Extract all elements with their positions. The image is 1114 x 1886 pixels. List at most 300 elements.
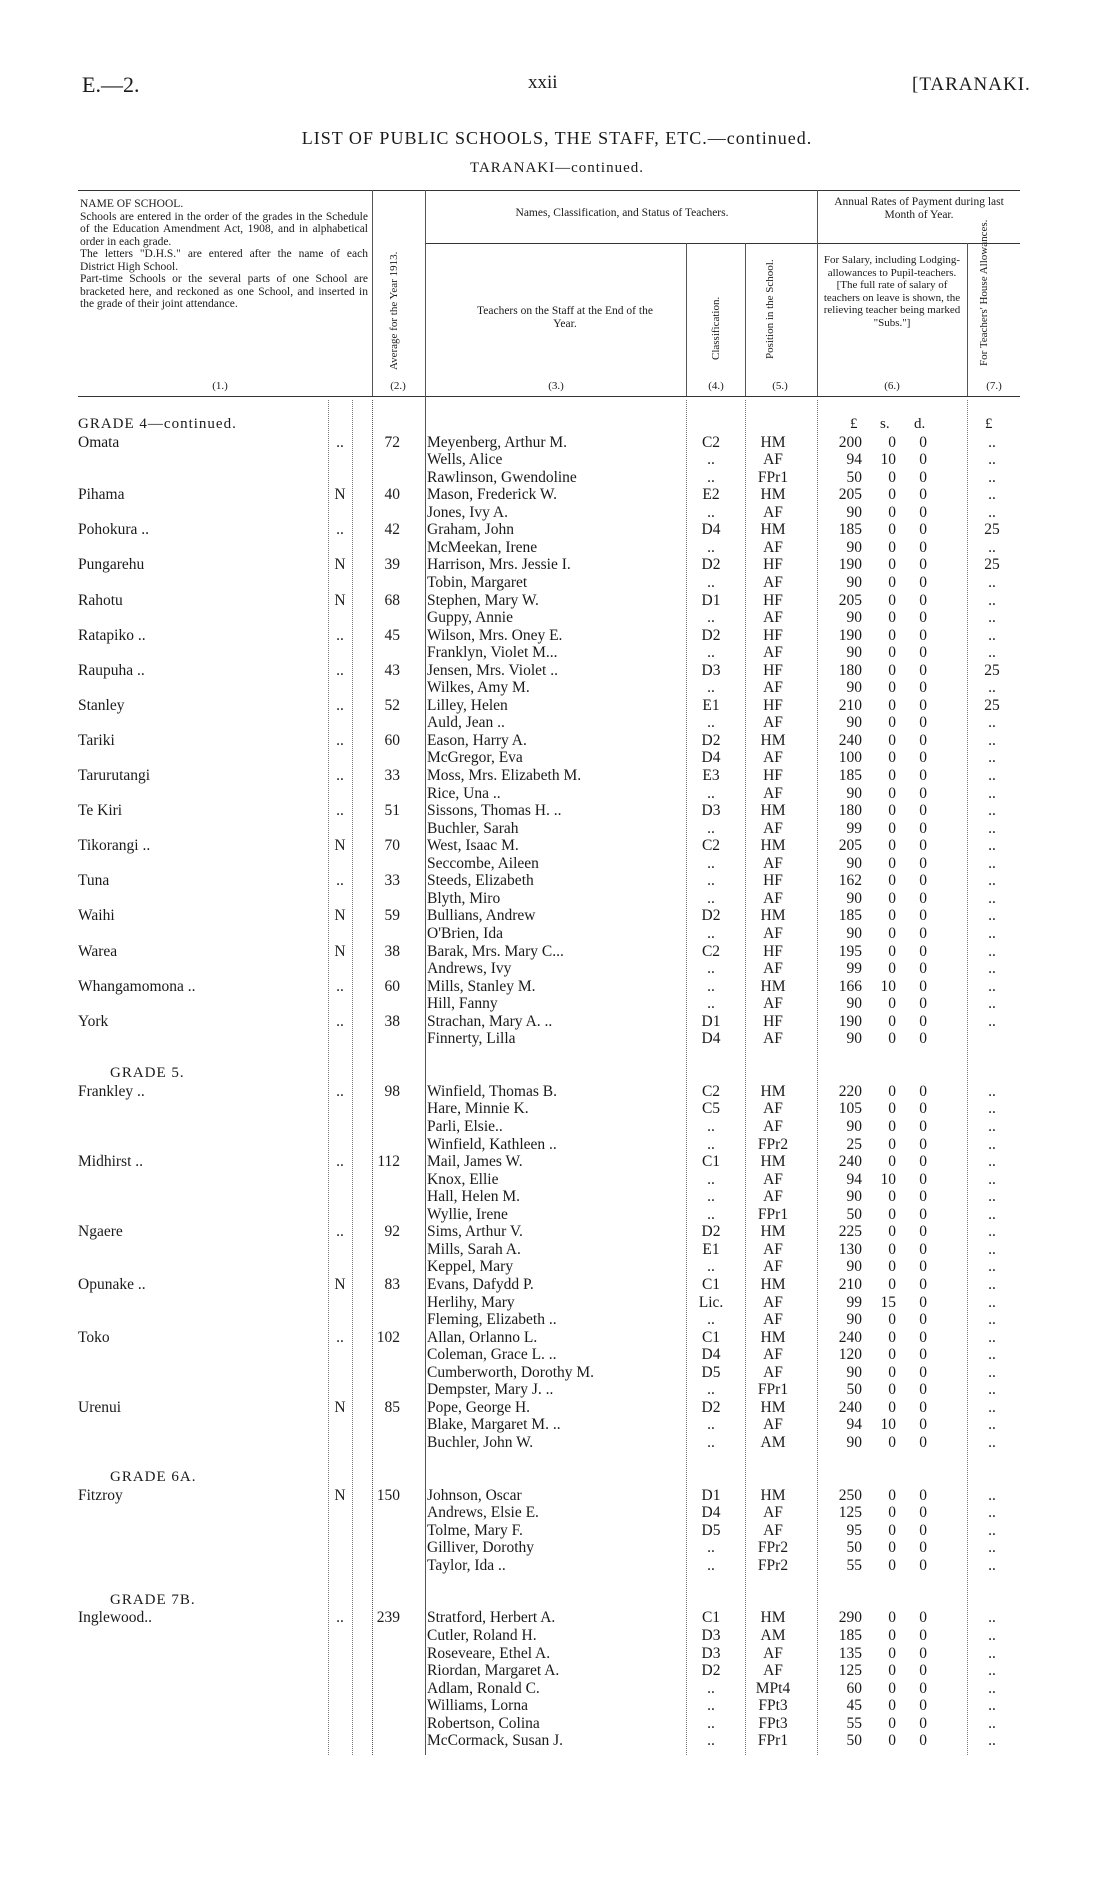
teacher-name: Wells, Alice [427,451,503,469]
position: FPr1 [757,1205,789,1223]
salary-shillings: 0 [888,1275,896,1293]
position: FPr1 [757,1381,789,1399]
col2-number: (2.) [390,380,406,392]
table-row [0,451,1114,469]
classification: C1 [701,1153,721,1171]
average-attendance: 112 [377,1153,400,1171]
position: AF [763,889,783,907]
salary-pounds: 99 [846,960,862,978]
position: AF [763,854,783,872]
position: HM [760,1223,786,1241]
salary-pounds: 205 [838,837,862,855]
salary-pounds: 100 [838,749,862,767]
classification: D3 [701,1644,721,1662]
salary-pounds: 55 [846,1714,862,1732]
salary-pounds: 180 [838,802,862,820]
table-row [0,1153,1114,1171]
position: FPt3 [758,1714,788,1732]
salary-pence: 0 [919,1311,927,1329]
table-row [0,785,1114,803]
salary-pence: 0 [919,1240,927,1258]
house-allowance: .. [988,942,996,960]
position: HM [760,802,786,820]
classification: D4 [701,1346,721,1364]
classification: .. [707,503,715,521]
house-allowance: .. [988,1135,996,1153]
table-row [0,1136,1114,1154]
position: AF [763,1416,783,1434]
house-allowance: .. [988,1416,996,1434]
position: AF [763,1363,783,1381]
classification: D4 [701,521,721,539]
teacher-name: Wilson, Mrs. Oney E. [427,626,563,644]
salary-pounds: 90 [846,924,862,942]
salary-shillings: 0 [888,1433,896,1451]
table-row [0,1013,1114,1031]
table-row [0,714,1114,732]
salary-pence: 0 [919,1416,927,1434]
teacher-name: Tobin, Margaret [427,573,528,591]
table-row [0,960,1114,978]
house-allowance: .. [988,486,996,504]
house-allowance: .. [988,1223,996,1241]
table-row [0,732,1114,750]
classification: C2 [701,837,721,855]
nmark: .. [336,1153,344,1171]
col-rule-5 [817,190,818,396]
house-allowance: .. [988,960,996,978]
salary-pounds: 90 [846,1433,862,1451]
grade-label: GRADE 5. [110,1065,185,1082]
nmark: N [334,837,346,855]
table-row [0,1329,1114,1347]
position: AF [763,1311,783,1329]
average-attendance: 98 [384,1082,400,1100]
position: AF [763,924,783,942]
classification: .. [707,977,715,995]
salary-pounds: 225 [838,1223,862,1241]
school-name: Tuna [78,872,110,890]
salary-shillings: 0 [888,1153,896,1171]
salary-pence: 0 [919,1398,927,1416]
salary-pounds: 290 [838,1609,862,1627]
position: HF [763,942,783,960]
salary-pence: 0 [919,1346,927,1364]
house-allowance: 25 [984,521,1000,539]
house-allowance: 25 [984,661,1000,679]
salary-shillings: 10 [880,977,896,995]
classification: D5 [701,1363,721,1381]
currency-pence: d. [914,416,926,432]
salary-pence: 0 [919,854,927,872]
salary-pounds: 50 [846,1732,862,1750]
salary-pence: 0 [919,1012,927,1030]
school-name: Inglewood.. [78,1609,153,1627]
salary-shillings: 0 [888,1504,896,1522]
house-allowance: .. [988,784,996,802]
school-name: Raupuha .. [78,661,145,679]
house-allowance: .. [988,503,996,521]
salary-shillings: 0 [888,1679,896,1697]
position: AF [763,1662,783,1680]
salary-pounds: 90 [846,1311,862,1329]
house-allowance: .. [988,1662,996,1680]
table-row [0,749,1114,767]
average-attendance: 33 [384,767,400,784]
house-allowance: .. [988,924,996,942]
classification: .. [707,1416,715,1434]
nmark: .. [336,661,344,679]
teacher-name: West, Isaac M. [427,837,519,855]
salary-pence: 0 [919,1679,927,1697]
house-allowance: .. [988,977,996,995]
table-row [0,1118,1114,1136]
salary-shillings: 10 [880,451,896,469]
salary-shillings: 0 [888,556,896,574]
salary-shillings: 0 [888,626,896,644]
currency-shillings: s. [880,416,890,432]
teacher-name: Eason, Harry A. [427,731,527,749]
col2-header: Average for the Year 1913. [388,251,400,370]
spacer-row [0,1574,1114,1592]
table-row [0,1609,1114,1627]
salary-pence: 0 [919,573,927,591]
classification: .. [707,468,715,486]
salary-pounds: 210 [838,1275,862,1293]
teacher-name: Steeds, Elizabeth [427,872,534,890]
house-allowance: 25 [984,696,1000,714]
salary-shillings: 0 [888,1082,896,1100]
house-allowance: .. [988,538,996,556]
classification: .. [707,679,715,697]
salary-pounds: 180 [838,661,862,679]
teacher-name: Parli, Elsie.. [427,1118,503,1135]
table-row [0,1487,1114,1505]
salary-pence: 0 [919,433,927,451]
table-row [0,1294,1114,1312]
salary-shillings: 0 [888,767,896,784]
house-allowance: .. [988,1100,996,1118]
classification: .. [707,1118,715,1135]
classification: .. [707,1170,715,1188]
average-attendance: 85 [384,1398,400,1416]
teacher-name: Allan, Orlanno L. [427,1328,538,1346]
position: HM [760,907,786,925]
salary-pence: 0 [919,661,927,679]
nmark: .. [336,977,344,995]
salary-shillings: 0 [888,1539,896,1557]
table-row [0,1662,1114,1680]
table-row [0,662,1114,680]
teacher-name: Dempster, Mary J. .. [427,1381,554,1399]
house-allowance: .. [988,1697,996,1715]
salary-shillings: 0 [888,1135,896,1153]
salary-shillings: 0 [888,960,896,978]
classification: E1 [702,696,720,714]
teacher-name: Riordan, Margaret A. [427,1662,560,1680]
table-row [0,486,1114,504]
teacher-name: Blake, Margaret M. .. [427,1416,561,1434]
salary-pence: 0 [919,1223,927,1241]
salary-shillings: 0 [888,1100,896,1118]
position: HF [763,696,783,714]
salary-shillings: 0 [888,1556,896,1574]
teacher-name: Lilley, Helen [427,696,508,714]
salary-pounds: 90 [846,538,862,556]
salary-shillings: 0 [888,889,896,907]
house-allowance: 25 [984,556,1000,574]
salary-shillings: 0 [888,1118,896,1135]
salary-pence: 0 [919,802,927,820]
classification: D5 [701,1521,721,1539]
salary-pence: 0 [919,872,927,890]
classification: D2 [701,626,721,644]
salary-pounds: 195 [838,942,862,960]
house-allowance: .. [988,679,996,697]
position: HF [763,767,783,784]
position: AF [763,749,783,767]
teacher-name: Bullians, Andrew [427,907,536,925]
salary-pounds: 200 [838,433,862,451]
teacher-name: Keppel, Mary [427,1258,514,1276]
salary-shillings: 0 [888,942,896,960]
col5-header-text: Position in the School. [764,259,776,359]
table-row [0,1680,1114,1698]
salary-pounds: 50 [846,1381,862,1399]
house-allowance: .. [988,1556,996,1574]
classification: .. [707,714,715,732]
classification: C1 [701,1328,721,1346]
position: AF [763,1118,783,1135]
salary-shillings: 0 [888,1346,896,1364]
salary-pence: 0 [919,556,927,574]
teacher-name: Guppy, Annie [427,609,513,627]
position: AF [763,538,783,556]
position: HM [760,486,786,504]
salary-shillings: 0 [888,538,896,556]
house-allowance: .. [988,1311,996,1329]
house-allowance: .. [988,573,996,591]
table-row [0,855,1114,873]
house-allowance: .. [988,591,996,609]
table-row [0,1645,1114,1663]
average-attendance: 92 [384,1223,400,1241]
salary-shillings: 0 [888,609,896,627]
house-allowance: .. [988,1626,996,1644]
table-row [0,1311,1114,1329]
house-allowance: .. [988,1012,996,1030]
salary-pence: 0 [919,1504,927,1522]
teacher-name: Mills, Sarah A. [427,1240,521,1258]
house-allowance: .. [988,749,996,767]
salary-pence: 0 [919,1644,927,1662]
classification: D2 [701,907,721,925]
classification: .. [707,1205,715,1223]
position: HM [760,1275,786,1293]
salary-pence: 0 [919,1697,927,1715]
col-rule-6 [967,243,968,396]
classification: C2 [701,1082,721,1100]
house-allowance: .. [988,819,996,837]
salary-shillings: 15 [880,1293,896,1311]
table-row [0,978,1114,996]
salary-pounds: 55 [846,1556,862,1574]
teacher-name: Mail, James W. [427,1153,523,1171]
salary-pounds: 190 [838,556,862,574]
salary-pence: 0 [919,696,927,714]
salary-shillings: 0 [888,1486,896,1504]
salary-shillings: 0 [888,731,896,749]
school-name: Rahotu [78,591,123,609]
school-name: Pihama [78,486,125,504]
table-row [0,1083,1114,1101]
teacher-name: Rawlinson, Gwendoline [427,468,577,486]
salary-shillings: 0 [888,644,896,662]
position: FPt3 [758,1697,788,1715]
salary-pence: 0 [919,503,927,521]
salary-shillings: 0 [888,1240,896,1258]
salary-pounds: 185 [838,907,862,925]
salary-pence: 0 [919,451,927,469]
nmark: N [334,1486,346,1504]
col1-number: (1.) [212,380,228,392]
table-row [0,679,1114,697]
position: HM [760,1486,786,1504]
position: FPr2 [757,1556,789,1574]
salary-pounds: 162 [838,872,862,890]
salary-pounds: 125 [838,1504,862,1522]
house-allowance: .. [988,451,996,469]
classification: C2 [701,942,721,960]
table-row [0,767,1114,785]
nmark: .. [336,1223,344,1241]
pay-group-header: Annual Rates of Payment during last Month of Year. [834,196,1004,221]
salary-pounds: 50 [846,468,862,486]
house-allowance: .. [988,889,996,907]
table-row [0,1732,1114,1750]
table-row [0,609,1114,627]
average-attendance: 38 [384,942,400,960]
teacher-name: Robertson, Colina [427,1714,540,1732]
page-number: xxii [528,72,558,93]
salary-pence: 0 [919,1609,927,1627]
teacher-name: Blyth, Miro [427,889,501,907]
teacher-name: Hare, Minnie K. [427,1100,529,1118]
teacher-name: Strachan, Mary A. .. [427,1012,553,1030]
classification: D4 [701,749,721,767]
house-allowance: .. [988,1082,996,1100]
classification: C1 [701,1275,721,1293]
classification: D2 [701,556,721,574]
col1-header: NAME OF SCHOOL. Schools are entered in the order of the grades in the Schedule of the Education Amendment Act, 1908, and in alphabetical order in each grade. The letters "D.H.S." are entered after the name of each District High School. Part-time Schools or the several parts of one School are bracketed here, and reckoned as one School, and inserted in the grade of their joint attendance. [80,198,368,310]
nmark: .. [336,1082,344,1100]
table-row [0,1276,1114,1294]
currency-allowance: £ [985,416,993,432]
salary-shillings: 0 [888,521,896,539]
classification: D2 [701,1223,721,1241]
salary-shillings: 0 [888,802,896,820]
nmark: N [334,1275,346,1293]
position: AF [763,1100,783,1118]
salary-pence: 0 [919,521,927,539]
school-name: Tikorangi .. [78,837,151,855]
table-row [0,837,1114,855]
teacher-name: Graham, John [427,521,514,539]
teacher-name: Stratford, Herbert A. [427,1609,556,1627]
position: HM [760,1609,786,1627]
salary-pence: 0 [919,960,927,978]
salary-pounds: 99 [846,1293,862,1311]
teacher-name: Cumberworth, Dorothy M. [427,1363,595,1381]
classification: E1 [702,1240,720,1258]
salary-shillings: 0 [888,433,896,451]
house-allowance: .. [988,837,996,855]
salary-pounds: 240 [838,1398,862,1416]
salary-pounds: 94 [846,1416,862,1434]
teacher-name: Wilkes, Amy M. [427,679,530,697]
salary-shillings: 0 [888,837,896,855]
house-allowance: .. [988,767,996,784]
house-allowance: .. [988,433,996,451]
salary-pence: 0 [919,784,927,802]
teacher-name: Hill, Fanny [427,995,498,1013]
salary-pounds: 120 [838,1346,862,1364]
house-allowance: .. [988,1170,996,1188]
school-name: York [78,1012,109,1030]
classification: Lic. [698,1293,724,1311]
position: HM [760,977,786,995]
teacher-name: Herlihy, Mary [427,1293,515,1311]
house-allowance: .. [988,1205,996,1223]
position: AF [763,1170,783,1188]
school-name: Ratapiko .. [78,626,146,644]
nmark: .. [336,1328,344,1346]
salary-pence: 0 [919,1626,927,1644]
classification: .. [707,784,715,802]
classification: .. [707,960,715,978]
teacher-name: Harrison, Mrs. Jessie I. [427,556,571,574]
average-attendance: 52 [384,696,400,714]
salary-pounds: 250 [838,1486,862,1504]
average-attendance: 72 [384,433,400,451]
salary-pounds: 99 [846,819,862,837]
classification: .. [707,451,715,469]
position: AF [763,819,783,837]
table-row [0,627,1114,645]
position: AF [763,960,783,978]
average-attendance: 83 [384,1275,400,1293]
nmark: .. [336,872,344,890]
salary-pounds: 205 [838,486,862,504]
salary-pounds: 90 [846,1363,862,1381]
house-allowance: .. [988,1188,996,1206]
salary-pence: 0 [919,1205,927,1223]
salary-pounds: 50 [846,1539,862,1557]
teacher-name: Rice, Una .. [427,784,501,802]
salary-pounds: 90 [846,714,862,732]
header-bottom-rule [78,396,1020,397]
classification: .. [707,1679,715,1697]
salary-pounds: 90 [846,644,862,662]
teacher-name: Johnson, Oscar [427,1486,522,1504]
table-row [0,697,1114,715]
position: AF [763,1258,783,1276]
table-row [0,1100,1114,1118]
header-top-rule [78,190,1020,191]
house-allowance: .. [988,1258,996,1276]
col5-header [750,259,814,365]
salary-pence: 0 [919,977,927,995]
